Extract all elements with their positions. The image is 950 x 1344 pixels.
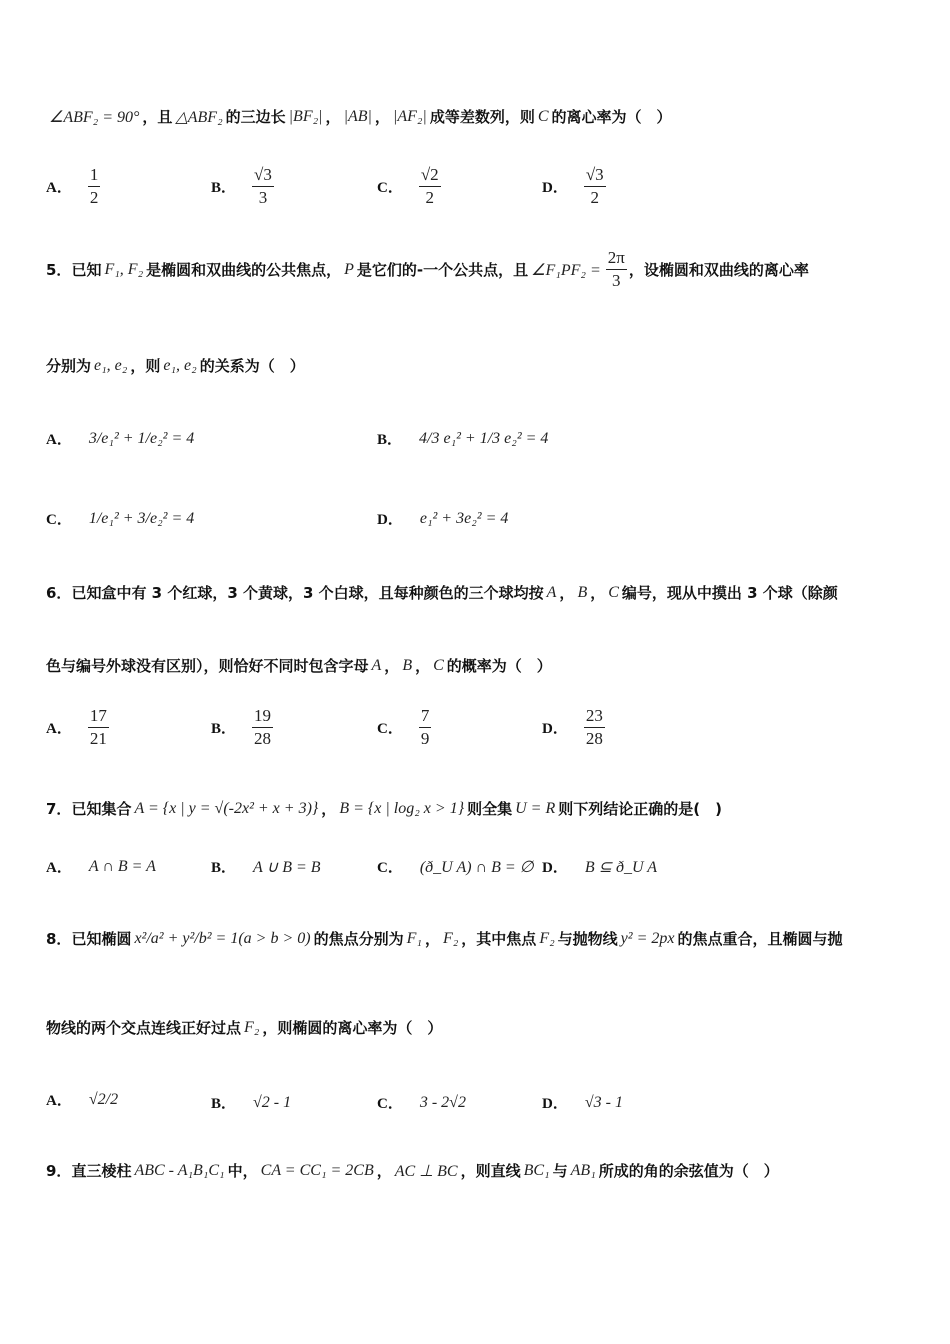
q5-option-c[interactable]: C． 1/e₁² + 3/e₂² = 4 [46,509,195,528]
q7-option-d[interactable]: D． B ⊆ ð_U A [542,858,658,876]
q9-stem-line: 9． 直三棱柱 ABC - A₁B₁C₁ 中， CA = CC₁ = 2CB ， AC ⊥ BC ，则直线 BC₁ 与 AB₁ 所成的角的余弦值为（ ） [46,1161,779,1180]
q7-option-b[interactable]: B． A ∪ B = B [211,858,321,876]
q4-stem-line: ∠ABF₂ = 90° ，且 △ABF₂ 的三边长 |BF₂| ， |AB| ， |AF₂| 成等差数列，则 C 的离心率为（ ） [49,107,672,126]
q6-option-c[interactable]: C． $\frac{7}{9}$ [377,706,430,748]
q6-option-b[interactable]: B． $\frac{19}{28}$ [211,706,272,748]
q5-option-d[interactable]: D． e₁² + 3e₂² = 4 [377,509,509,528]
q4-option-a[interactable]: A． $\frac{1}{2}$ [46,165,99,207]
q8-option-c[interactable]: C． 3 - 2√2 [377,1093,466,1112]
q8-stem-line1: 8． 已知椭圆 x²/a² + y²/b² = 1(a > b > 0) 的焦点分别为 F₁ ， F₂ ，其中焦点 F₂ 与抛物线 y² = 2px 的焦点重合，且椭圆与抛 [46,929,843,948]
q5-stem-line1: 5． 已知 F₁, F₂ 是椭圆和双曲线的公共焦点， P 是它们的-一个公共点，且 ∠F₁PF₂ = $\frac{2\pi}{3}$ ，设椭圆和双曲线的离心率 [46,248,809,290]
q5-option-a[interactable]: A． 3/e₁² + 1/e₂² = 4 [46,429,195,448]
q6-option-d[interactable]: D． $\frac{23}{28}$ [542,706,603,748]
q7-stem-line: 7． 已知集合 A = {x | y = √(-2x² + x + 3)} ， B = {x | log₂ x > 1} 则全集 U = R 则下列结论正确的是( ) [46,799,722,818]
triangle-math: △ABF₂ [175,108,223,126]
q6-option-a[interactable]: A． $\frac{17}{21}$ [46,706,107,748]
q4-option-d[interactable]: D． $\frac{√3}{2}$ [542,165,604,207]
angle-math: ∠ABF₂ = 90° [49,108,140,126]
q8-option-d[interactable]: D． √3 - 1 [542,1093,623,1112]
q4-option-b[interactable]: B． $\frac{√3}{3}$ [211,165,272,207]
q8-option-a[interactable]: A． √2/2 [46,1090,119,1109]
angle-fraction: $\frac{2\pi}{3}$ [607,248,625,290]
q5-option-b[interactable]: B． 4/3 e₁² + 1/3 e₂² = 4 [377,429,549,448]
q5-stem-line2: 分别为 e₁, e₂ ，则 e₁, e₂ 的关系为（ ） [46,356,305,375]
q7-option-a[interactable]: A． A ∩ B = A [46,857,156,876]
q6-stem-line2: 色与编号外球没有区别），则恰好不同时包含字母 A ， B ， C 的概率为（ ） [46,656,552,675]
q8-stem-line2: 物线的两个交点连线正好过点 F₂ ，则椭圆的离心率为（ ） [46,1018,443,1037]
q8-option-b[interactable]: B． √2 - 1 [211,1093,292,1112]
q4-option-c[interactable]: C． $\frac{√2}{2}$ [377,165,439,207]
q6-stem-line1: 6． 已知盒中有 3 个红球，3 个黄球，3 个白球，且每种颜色的三个球均按 A ， B ， C 编号，现从中摸出 3 个球（除颜 [46,583,838,602]
q7-option-c[interactable]: C． (ð_U A) ∩ B = ∅ [377,858,534,876]
